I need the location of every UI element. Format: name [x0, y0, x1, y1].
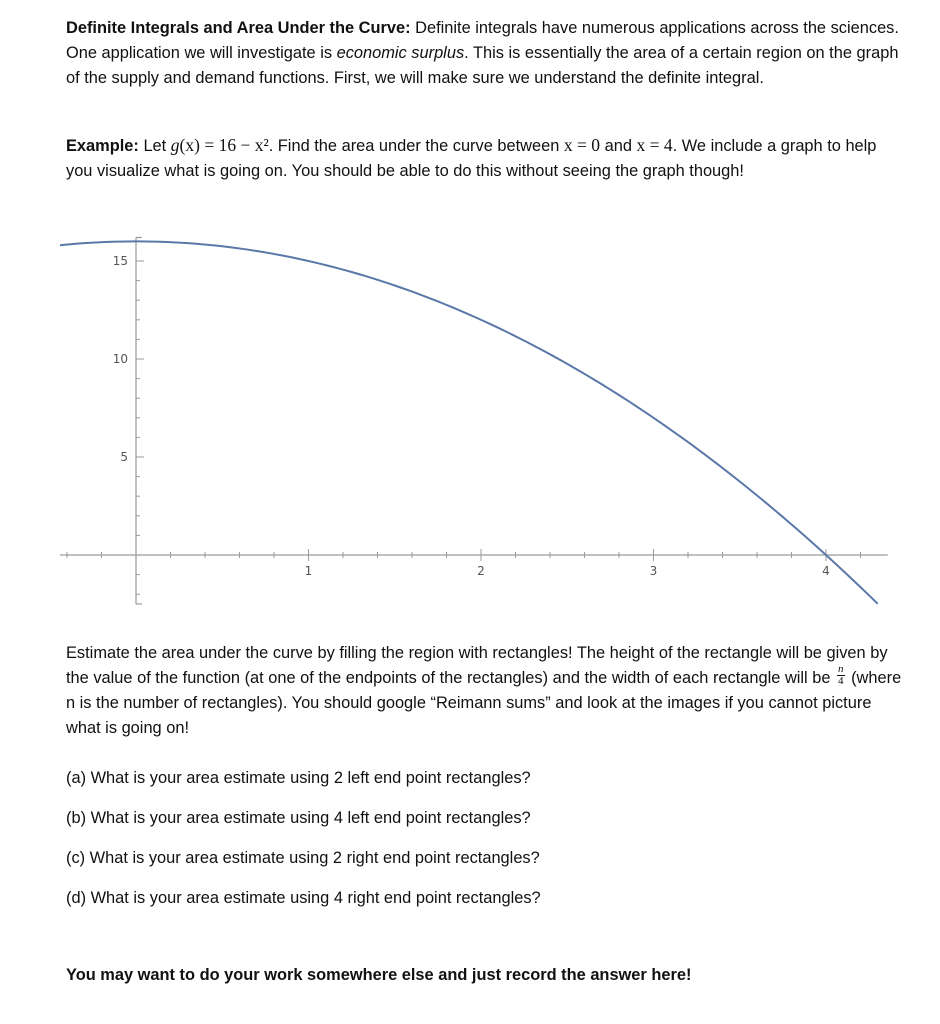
fraction-numerator: n: [838, 663, 844, 676]
function-graph: [60, 214, 900, 614]
question-d: (d) What is your area estimate using 4 right end point rectangles?: [66, 889, 541, 907]
example-function: [171, 135, 269, 155]
intro-italic-term: economic surplus: [336, 44, 465, 62]
example-paragraph: [66, 133, 906, 184]
intro-heading: Definite Integrals and Area Under the Curve:: [66, 19, 411, 37]
question-c: (c) What is your area estimate using 2 right end point rectangles?: [66, 849, 540, 867]
graph-tick-labels: [113, 254, 830, 578]
fraction-denominator: 4: [838, 675, 844, 688]
example-lower-bound: x = 0: [563, 135, 601, 155]
example-upper-bound: x = 4: [636, 135, 673, 155]
y-tick-label: 15: [112, 254, 128, 268]
question-a: (a) What is your area estimate using 2 left end point rectangles?: [66, 769, 531, 787]
intro-text-2: . This is essentially the area of a certain region on the graph of the supply and demand functions. First, we will make sure we understand the definite integral.: [66, 44, 899, 87]
x-tick-label: 1: [304, 564, 313, 578]
intro-text-1: Definite integrals have numerous applications across the sciences. One application we will investigate is: [66, 19, 899, 62]
x-tick-label: 2: [477, 564, 485, 578]
y-tick-label: 5: [120, 450, 128, 464]
example-label: Example:: [66, 137, 139, 155]
example-fn-def: (x) = 16 − x²: [179, 135, 269, 155]
example-text-rest: . We include a graph to help you visualize what is going on. You should be able to do this without seeing the graph though!: [66, 137, 877, 180]
closing-note: You may want to do your work somewhere else and just record the answer here!: [66, 966, 692, 984]
estimate-paragraph: [66, 641, 906, 741]
graph-ticks: [67, 241, 861, 594]
y-tick-label: 10: [112, 352, 128, 366]
estimate-text-2: (where n is the number of rectangles). You should google “Reimann sums” and look at the images if you cannot picture what is going on!: [66, 669, 902, 737]
example-text-and: and: [600, 137, 637, 155]
example-text-find: . Find the area under the curve between: [268, 137, 564, 155]
function-curve: [60, 241, 878, 603]
x-tick-label: 3: [649, 564, 658, 578]
question-b: (b) What is your area estimate using 4 left end point rectangles?: [66, 809, 531, 827]
width-fraction: [837, 665, 845, 686]
estimate-text-1: Estimate the area under the curve by filling the region with rectangles! The height of the rectangle will be given by the value of the function (at one of the endpoints of the rectangles) and the width of each rectangle will be: [66, 644, 888, 687]
example-fn-name: g: [170, 135, 180, 155]
x-tick-label: 4: [822, 564, 830, 578]
example-text-let: Let: [138, 137, 171, 155]
intro-paragraph: [66, 16, 906, 91]
graph-axes: [60, 237, 888, 604]
